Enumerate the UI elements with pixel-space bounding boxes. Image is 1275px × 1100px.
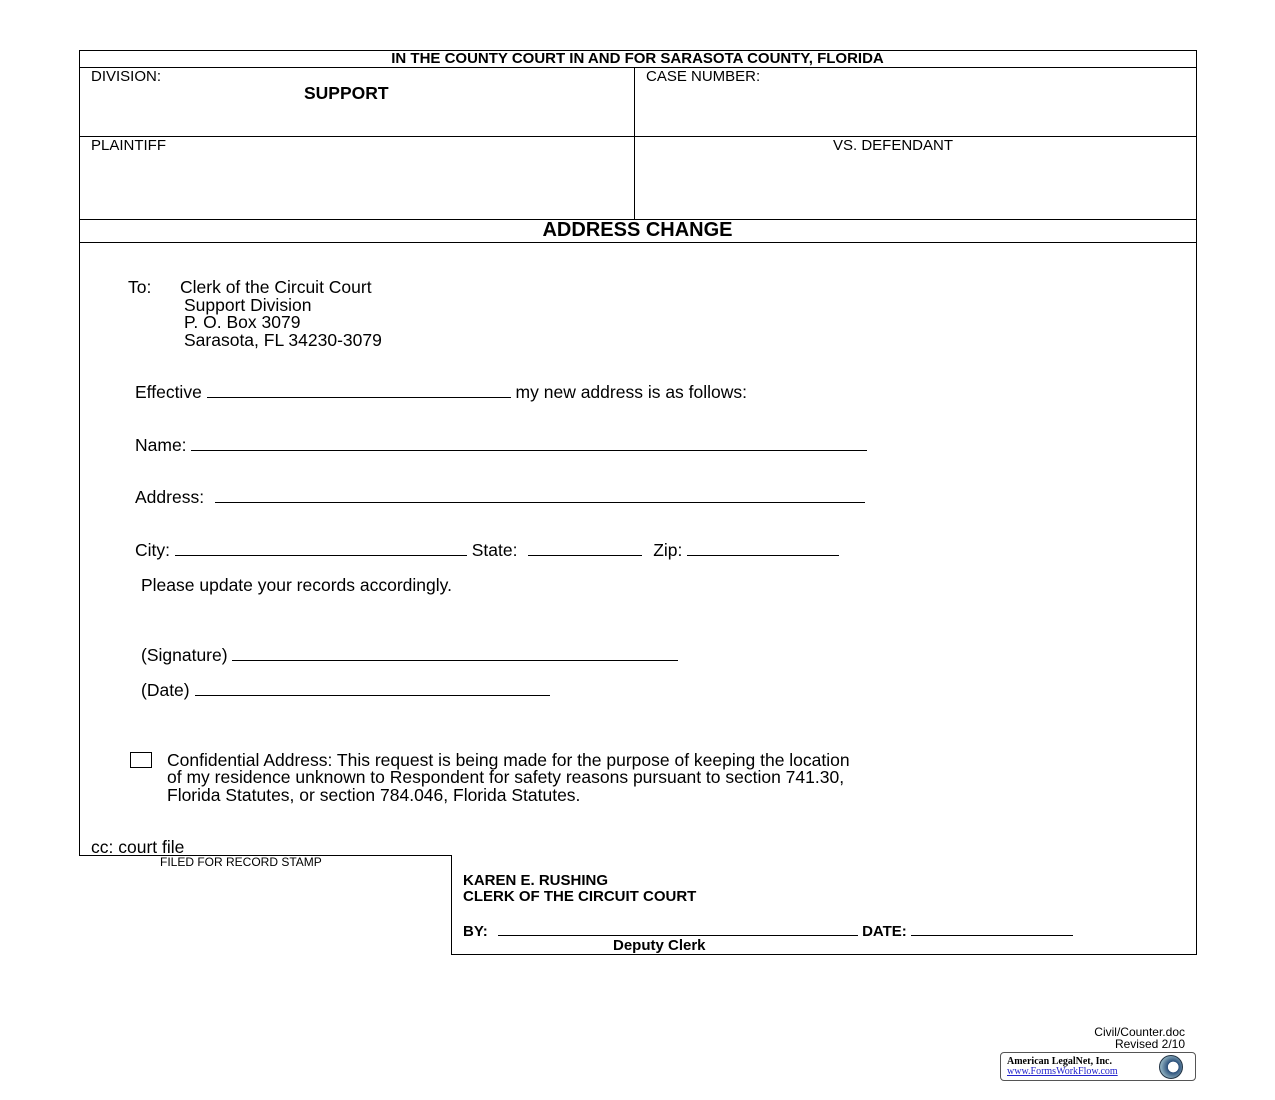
date-label: (Date)	[141, 680, 190, 700]
clerk-date-field[interactable]	[911, 921, 1073, 936]
confidential-text: Confidential Address: This request is being made for the purpose of keeping the location	[167, 750, 850, 770]
division-label: DIVISION:	[91, 68, 162, 85]
revised-date: Revised 2/10	[1114, 1037, 1185, 1051]
border-left	[79, 50, 80, 855]
divider	[79, 136, 1196, 137]
divider	[79, 242, 1196, 243]
clerk-by-row	[463, 921, 1073, 940]
address-label: Address:	[135, 487, 205, 507]
signature-label: (Signature)	[141, 645, 228, 665]
confidential-text: of my residence unknown to Respondent for safety reasons pursuant to section 741.30,	[167, 767, 845, 787]
clerk-date-label: DATE:	[862, 923, 907, 940]
doc-name: Civil/Counter.doc	[1094, 1025, 1185, 1039]
border-bottom	[451, 954, 1196, 955]
border-right	[1196, 50, 1197, 955]
city-field[interactable]	[175, 541, 467, 556]
state-label: State:	[471, 540, 518, 560]
by-field[interactable]	[498, 921, 858, 936]
to-line: Sarasota, FL 34230-3079	[184, 330, 382, 350]
cc-text: cc: court file	[91, 837, 185, 857]
confidential-text: Florida Statutes, or section 784.046, Florida Statutes.	[167, 785, 581, 805]
address-field[interactable]	[215, 488, 865, 503]
divider	[79, 67, 1196, 68]
city-label: City:	[135, 540, 170, 560]
effective-suffix: my new address is as follows:	[515, 382, 748, 402]
name-label: Name:	[135, 435, 187, 455]
to-line: P. O. Box 3079	[184, 312, 301, 332]
update-text: Please update your records accordingly.	[141, 575, 452, 595]
logo-url[interactable]: www.FormsWorkFlow.com	[1007, 1066, 1118, 1077]
signature-field[interactable]	[232, 646, 678, 661]
clerk-name: KAREN E. RUSHING	[463, 872, 609, 889]
to-line: Support Division	[184, 295, 312, 315]
case-number-label: CASE NUMBER:	[646, 68, 761, 85]
court-heading: IN THE COUNTY COURT IN AND FOR SARASOTA COUNTY, FLORIDA	[391, 50, 884, 67]
name-field[interactable]	[191, 436, 867, 451]
date-field[interactable]	[195, 681, 550, 696]
logo-name: American LegalNet, Inc.	[1007, 1056, 1112, 1067]
confidential-checkbox[interactable]	[130, 752, 152, 768]
clerk-title: CLERK OF THE CIRCUIT COURT	[463, 888, 697, 905]
state-field[interactable]	[528, 541, 642, 556]
to-line: Clerk of the Circuit Court	[180, 277, 372, 297]
signature-row	[141, 645, 678, 666]
zip-label: Zip:	[653, 540, 683, 560]
by-label: BY:	[463, 923, 488, 940]
legalnet-logo[interactable]	[1000, 1052, 1196, 1081]
form-title: ADDRESS CHANGE	[542, 219, 733, 241]
deputy-clerk-label: Deputy Clerk	[613, 937, 706, 954]
defendant-label: VS. DEFENDANT	[833, 137, 954, 154]
effective-row	[135, 382, 747, 403]
divider	[634, 67, 635, 219]
date-row	[141, 680, 550, 701]
city-row	[135, 540, 839, 561]
globe-icon	[1159, 1055, 1183, 1079]
stamp-label: FILED FOR RECORD STAMP	[160, 855, 322, 869]
name-row	[135, 435, 867, 456]
address-row	[135, 487, 865, 508]
effective-label: Effective	[135, 382, 202, 402]
divider	[451, 855, 452, 955]
effective-date-field[interactable]	[207, 383, 511, 398]
division-value: SUPPORT	[304, 83, 389, 103]
plaintiff-label: PLAINTIFF	[91, 137, 167, 154]
zip-field[interactable]	[687, 541, 839, 556]
to-label: To:	[128, 277, 152, 297]
